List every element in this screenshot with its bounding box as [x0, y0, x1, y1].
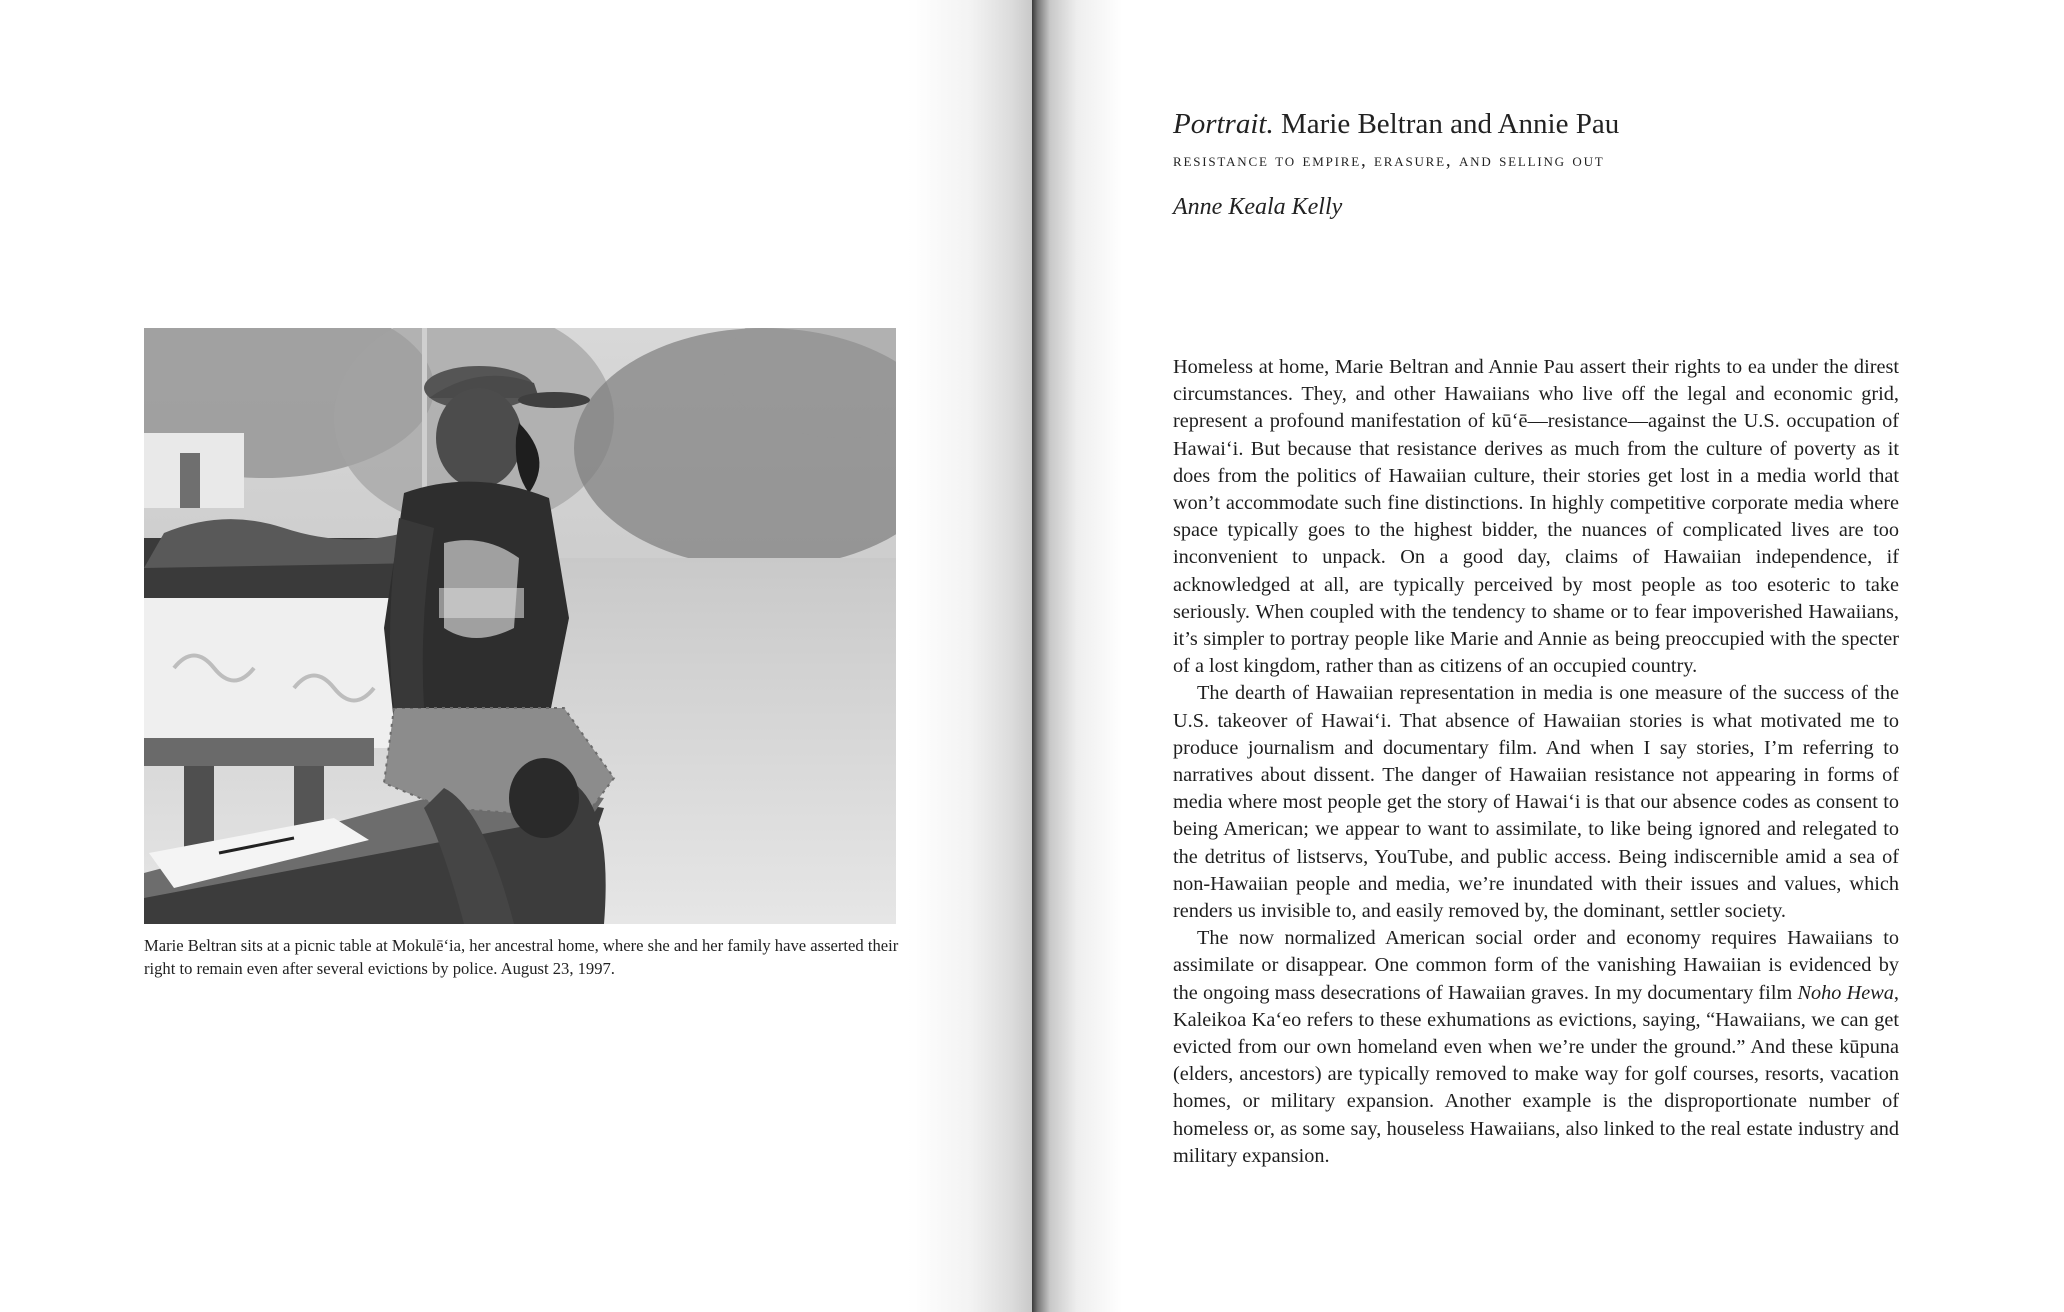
title-names: Marie Beltran and Annie Pau	[1273, 108, 1620, 140]
portrait-photo-illustration	[144, 328, 896, 924]
film-title: Noho Hewa	[1797, 981, 1894, 1004]
chapter-body	[1173, 354, 1899, 1170]
body-paragraph-3	[1173, 925, 1899, 1170]
photo-caption: Marie Beltran sits at a picnic table at Mokulēʻia, her ancestral home, where she and her family have asserted their right to remain even after several evictions by police. August 23, 1997.	[144, 936, 899, 978]
paragraph-3-end: , Kaleikoa Kaʻeo refers to these exhumations as evictions, saying, “Hawaiians, we can get evicted from our own homeland even when we’re under the ground.” And these kūpuna (elders, ancestors) are typically removed to make way for golf courses, resorts, vacation homes, or military expansion. Another example is the disproportionate number of homeless or, as some say, houseless Hawaiians, also linked to the real estate industry and military expansion.	[1173, 981, 1899, 1167]
chapter-title	[1173, 104, 1933, 144]
chapter-subtitle: resistance to empire, erasure, and selling out	[1173, 150, 1605, 171]
body-paragraph-1: Homeless at home, Marie Beltran and Annie Pau assert their rights to ea under the direst circumstances. They, and other Hawaiians who live off the legal and economic grid, represent a profound manifestation of kūʻē—resistance—against the U.S. occupation of Hawaiʻi. But because that resistance derives as much from the culture of poverty as it does from the politics of Hawaiian culture, their stories get lost in a media world that won’t accommodate such fine distinctions. In highly competitive corporate media where space typically goes to the highest bidder, the nuances of complicated lives are too inconvenient to unpack. On a good day, claims of Hawaiian independence, if acknowledged at all, are typically perceived by most people as too esoteric to take seriously. When coupled with the tendency to shame or to fear impoverished Hawaiians, it’s simpler to portray people like Marie and Annie as being preoccupied with the specter of a lost kingdom, rather than as citizens of an occupied country.	[1173, 356, 1899, 678]
title-italic-prefix: Portrait.	[1173, 108, 1274, 140]
portrait-photo	[144, 328, 896, 924]
body-paragraph-2: The dearth of Hawaiian representation in media is one measure of the success of the U.S. takeover of Hawaiʻi. That absence of Hawaiian stories is what motivated me to produce journalism and documentary film. And when I say stories, I’m referring to narratives about dissent. The danger of Hawaiian resistance not appearing in forms of media where most people get the story of Hawaiʻi is that our absence codes as consent to being American; we appear to want to assimilate, to like being ignored and relegated to the detritus of listservs, YouTube, and public access. Being indiscernible amid a sea of non-Hawaiian people and media, we’re inundated with their issues and values, which renders us invisible to, and easily removed by, the dominant, settler society.	[1173, 682, 1899, 923]
chapter-header	[1173, 104, 1933, 221]
paragraph-3-start: The now normalized American social order and economy requires Hawaiians to assimilate or disappear. One common form of the vanishing Hawaiian is evidenced by the ongoing mass desecrations of Hawaiian graves. In my documentary film	[1173, 927, 1899, 1004]
chapter-author: Anne Keala Kelly	[1173, 194, 1343, 220]
